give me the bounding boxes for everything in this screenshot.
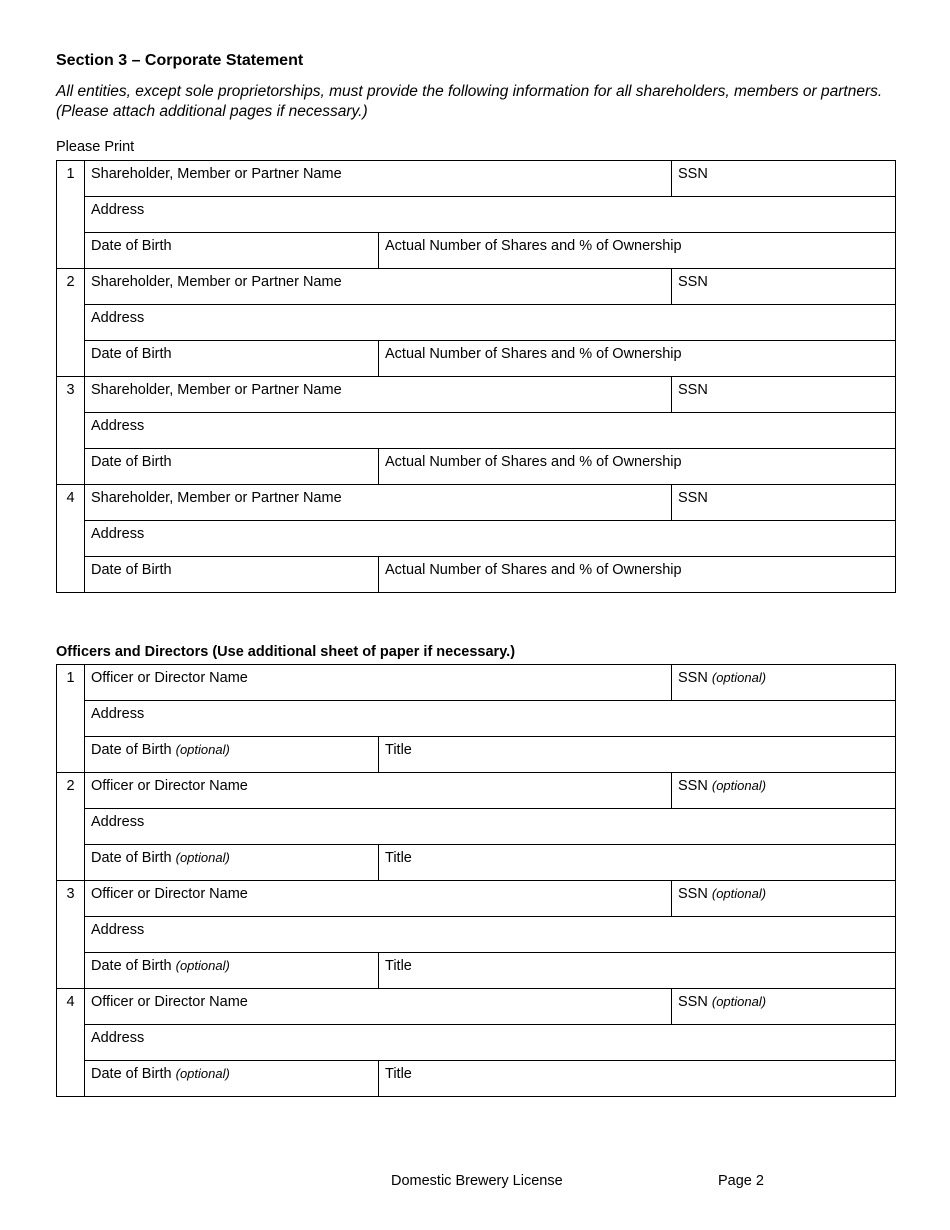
shareholder-name-field[interactable] — [85, 377, 672, 413]
shareholder-dob-field[interactable] — [85, 233, 379, 269]
officer-title-label: Title — [385, 742, 412, 758]
officer-address-field[interactable] — [85, 809, 896, 845]
officer-row-dob — [57, 1061, 896, 1097]
shareholder-address-label: Address — [91, 310, 145, 326]
officer-dob-label: Date of Birth — [91, 1066, 172, 1082]
shareholder-ssn-field[interactable] — [672, 269, 896, 305]
shareholder-row-name — [57, 485, 896, 521]
officer-address-field[interactable] — [85, 917, 896, 953]
officer-title-field[interactable] — [379, 1061, 896, 1097]
optional-note: (optional) — [711, 994, 767, 1009]
shareholder-dob-label: Date of Birth — [91, 238, 172, 254]
optional-note: (optional) — [711, 778, 767, 793]
officer-row-dob — [57, 845, 896, 881]
officer-ssn-field[interactable] — [672, 773, 896, 809]
shareholder-shares-field[interactable] — [379, 233, 896, 269]
shareholder-number: 3 — [57, 377, 85, 485]
shareholder-ssn-label: SSN — [678, 382, 708, 398]
officer-title-field[interactable] — [379, 737, 896, 773]
officer-dob-field[interactable] — [85, 1061, 379, 1097]
shareholder-number: 1 — [57, 161, 85, 269]
optional-note: (optional) — [711, 886, 767, 901]
shareholder-name-field[interactable] — [85, 161, 672, 197]
officer-address-label: Address — [91, 814, 145, 830]
shareholder-row-address — [57, 305, 896, 341]
optional-note: (optional) — [175, 742, 230, 757]
officer-name-field[interactable] — [85, 773, 672, 809]
shareholder-row-name — [57, 377, 896, 413]
optional-note: (optional) — [711, 670, 767, 685]
shareholder-address-field[interactable] — [85, 305, 896, 341]
officer-row-name — [57, 665, 896, 701]
officer-dob-field[interactable] — [85, 953, 379, 989]
shareholder-row-address — [57, 197, 896, 233]
shareholder-address-field[interactable] — [85, 413, 896, 449]
officers-table — [56, 664, 896, 1097]
shareholder-address-field[interactable] — [85, 197, 896, 233]
footer-page-number: Page 2 — [718, 1173, 764, 1189]
optional-note: (optional) — [175, 958, 230, 973]
officer-title-field[interactable] — [379, 953, 896, 989]
please-print-label: Please Print — [56, 139, 135, 155]
officer-title-label: Title — [385, 850, 412, 866]
officer-row-name — [57, 773, 896, 809]
shareholder-ssn-label: SSN — [678, 274, 708, 290]
shareholder-row-address — [57, 521, 896, 557]
officer-ssn-field[interactable] — [672, 881, 896, 917]
officer-ssn-label: SSN — [678, 670, 708, 686]
shareholder-ssn-label: SSN — [678, 166, 708, 182]
shareholder-dob-label: Date of Birth — [91, 346, 172, 362]
shareholder-number: 2 — [57, 269, 85, 377]
shareholder-shares-label: Actual Number of Shares and % of Ownership — [385, 454, 682, 470]
officer-row-address — [57, 809, 896, 845]
officer-row-address — [57, 701, 896, 737]
officer-address-label: Address — [91, 922, 145, 938]
shareholder-row-dob — [57, 449, 896, 485]
section-heading: Section 3 – Corporate Statement — [56, 52, 304, 69]
shareholder-name-label: Shareholder, Member or Partner Name — [91, 274, 342, 290]
shareholder-name-field[interactable] — [85, 269, 672, 305]
officer-row-name — [57, 881, 896, 917]
officers-heading: Officers and Directors (Use additional sheet of paper if necessary.) — [56, 644, 516, 660]
officer-row-dob — [57, 737, 896, 773]
officer-number: 3 — [57, 881, 85, 989]
shareholder-dob-field[interactable] — [85, 341, 379, 377]
shareholder-name-label: Shareholder, Member or Partner Name — [91, 166, 342, 182]
officer-ssn-label: SSN — [678, 886, 708, 902]
shareholders-table — [56, 160, 896, 593]
shareholder-row-dob — [57, 341, 896, 377]
shareholder-name-label: Shareholder, Member or Partner Name — [91, 382, 342, 398]
officer-row-dob — [57, 953, 896, 989]
officer-address-label: Address — [91, 1030, 145, 1046]
shareholder-shares-label: Actual Number of Shares and % of Ownership — [385, 346, 682, 362]
shareholder-name-field[interactable] — [85, 485, 672, 521]
officer-number: 4 — [57, 989, 85, 1097]
shareholder-address-label: Address — [91, 526, 145, 542]
shareholder-dob-label: Date of Birth — [91, 454, 172, 470]
shareholder-shares-label: Actual Number of Shares and % of Ownership — [385, 238, 682, 254]
officer-name-label: Officer or Director Name — [91, 994, 248, 1010]
shareholder-ssn-field[interactable] — [672, 485, 896, 521]
officer-title-label: Title — [385, 1066, 412, 1082]
shareholder-row-name — [57, 161, 896, 197]
officer-row-name — [57, 989, 896, 1025]
officer-ssn-field[interactable] — [672, 665, 896, 701]
shareholder-dob-field[interactable] — [85, 449, 379, 485]
officer-dob-field[interactable] — [85, 737, 379, 773]
officer-address-field[interactable] — [85, 1025, 896, 1061]
shareholder-address-field[interactable] — [85, 521, 896, 557]
shareholder-name-label: Shareholder, Member or Partner Name — [91, 490, 342, 506]
officer-dob-label: Date of Birth — [91, 958, 172, 974]
shareholder-number: 4 — [57, 485, 85, 593]
officer-dob-field[interactable] — [85, 845, 379, 881]
shareholder-ssn-field[interactable] — [672, 377, 896, 413]
section-intro: All entities, except sole proprietorships, must provide the following information for all shareholders, members or partners. (Please attach additional pages if necessary.) — [56, 83, 883, 120]
officer-row-address — [57, 917, 896, 953]
officer-ssn-label: SSN — [678, 778, 708, 794]
shareholder-ssn-label: SSN — [678, 490, 708, 506]
officer-address-field[interactable] — [85, 701, 896, 737]
officer-name-label: Officer or Director Name — [91, 670, 248, 686]
officer-name-label: Officer or Director Name — [91, 778, 248, 794]
officer-name-field[interactable] — [85, 989, 672, 1025]
officer-row-address — [57, 1025, 896, 1061]
shareholder-address-label: Address — [91, 202, 145, 218]
officer-dob-label: Date of Birth — [91, 742, 172, 758]
officer-name-field[interactable] — [85, 881, 672, 917]
shareholder-shares-field[interactable] — [379, 557, 896, 593]
shareholder-shares-field[interactable] — [379, 341, 896, 377]
shareholder-row-address — [57, 413, 896, 449]
footer-document-title: Domestic Brewery License — [391, 1173, 563, 1189]
officer-address-label: Address — [91, 706, 145, 722]
shareholder-shares-field[interactable] — [379, 449, 896, 485]
officer-ssn-field[interactable] — [672, 989, 896, 1025]
officer-number: 2 — [57, 773, 85, 881]
officer-title-label: Title — [385, 958, 412, 974]
shareholder-dob-field[interactable] — [85, 557, 379, 593]
shareholder-ssn-field[interactable] — [672, 161, 896, 197]
shareholder-address-label: Address — [91, 418, 145, 434]
officer-name-label: Officer or Director Name — [91, 886, 248, 902]
officer-number: 1 — [57, 665, 85, 773]
shareholder-row-dob — [57, 557, 896, 593]
shareholder-dob-label: Date of Birth — [91, 562, 172, 578]
shareholder-row-name — [57, 269, 896, 305]
officer-ssn-label: SSN — [678, 994, 708, 1010]
officer-dob-label: Date of Birth — [91, 850, 172, 866]
optional-note: (optional) — [175, 850, 230, 865]
officer-title-field[interactable] — [379, 845, 896, 881]
shareholder-shares-label: Actual Number of Shares and % of Ownership — [385, 562, 682, 578]
shareholder-row-dob — [57, 233, 896, 269]
optional-note: (optional) — [175, 1066, 230, 1081]
officer-name-field[interactable] — [85, 665, 672, 701]
